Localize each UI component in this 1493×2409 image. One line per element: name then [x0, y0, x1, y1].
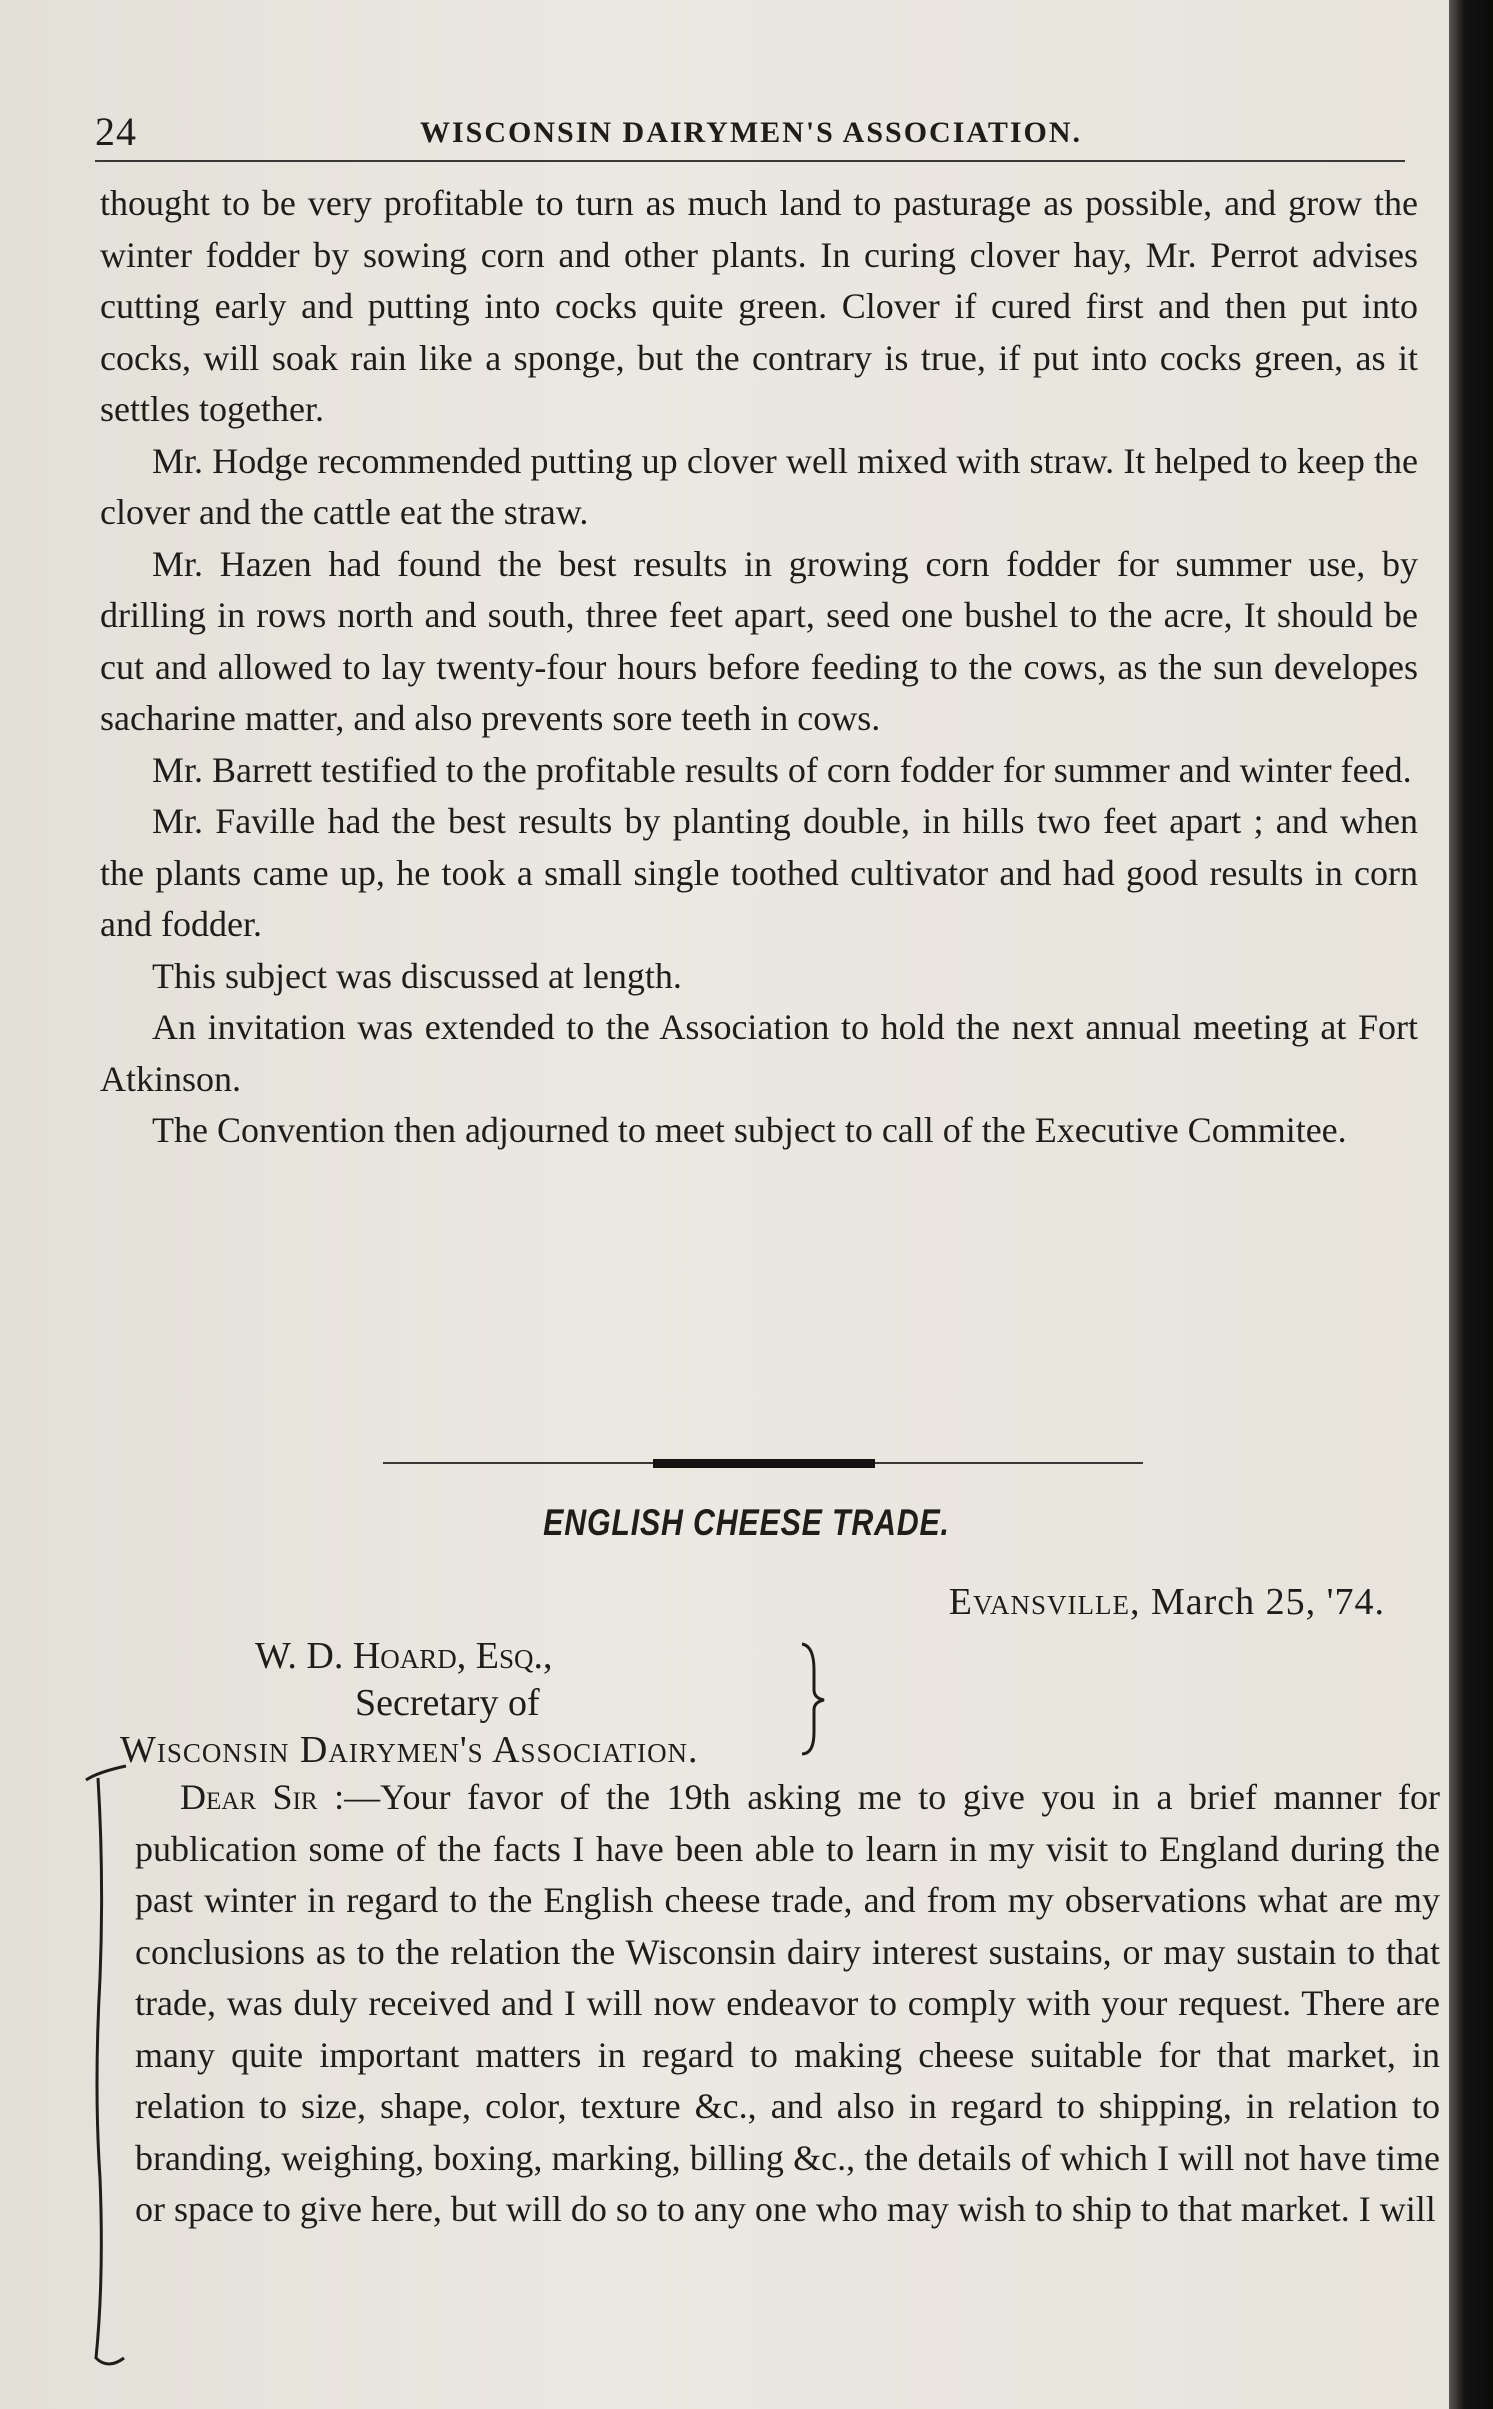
letter-address-block	[120, 1633, 840, 1774]
letter-text: :—Your favor of the 19th asking me to give you in a brief manner for publication some of the facts I have been able to learn in my visit to England during the past winter in regard to the English cheese trade, and from my observations what are my conclusions as to the relation the Wisconsin dairy interest sustains, or may sustain to that trade, was duly received and I will now endeavor to comply with your request. There are many quite important matters in regard to making cheese suitable for that market, in relation to size, shape, color, texture &c., and also in regard to shipping, in relation to branding, weighing, boxing, marking, billing &c., the details of which I will not have time or space to give here, but will do so to any one who may wish to ship to that market. I will	[135, 1777, 1441, 2229]
paragraph: Mr. Hodge recommended putting up clover well mixed with straw. It helped to keep the clover and the cattle eat the straw.	[100, 440, 1418, 532]
addressee-name: W. D. Hoard, Esq.,	[255, 1635, 553, 1677]
section-divider-bar	[653, 1459, 875, 1468]
meeting-minutes	[100, 178, 1418, 1157]
paragraph: The Convention then adjourned to meet subject to call of the Executive Commitee.	[152, 1110, 1347, 1150]
address-brace	[798, 1640, 828, 1758]
paragraph: This subject was discussed at length.	[152, 955, 682, 996]
page-number: 24	[95, 109, 137, 154]
dateline-place: Evansville,	[948, 1581, 1141, 1623]
letter-dateline	[949, 1580, 1385, 1624]
dateline-date: March 25, '74.	[1150, 1581, 1385, 1623]
addressee-role: Secretary of	[355, 1682, 540, 1724]
section-title: ENGLISH CHEESE TRADE.	[543, 1502, 950, 1543]
book-spine-shadow	[1449, 0, 1493, 2409]
page-header	[95, 108, 1405, 162]
letter-paragraph	[135, 1772, 1440, 2236]
handwritten-margin-bracket	[78, 1758, 138, 2388]
paragraph: Mr. Barrett testified to the profitable results of corn fodder for summer and winter feed.	[152, 749, 1412, 790]
paragraph: Mr. Hazen had found the best results in growing corn fodder for summer use, by drilling in rows north and south, three feet apart, seed one bushel to the acre, It should be cut and allowed to lay twenty-four hours before feeding to the cows, as the sun developes sacharine matter, and also prevents sore teeth in cows.	[100, 543, 1418, 738]
paragraph: Mr. Faville had the best results by planting double, in hills two feet apart ; and when the plants came up, he took a small single toothed cultivator and had good results in corn and fodder.	[100, 801, 1418, 944]
paragraph: An invitation was extended to the Association to hold the next annual meeting at Fort Atkinson.	[100, 1007, 1418, 1099]
letter-salutation: Dear Sir	[180, 1777, 318, 1817]
paragraph: thought to be very profitable to turn as much land to pasturage as possible, and grow the winter fodder by sowing corn and other plants. In curing clover hay, Mr. Perrot advises cutting early and putting into cocks quite green. Clover if cured first and then put into cocks, will soak rain like a sponge, but the contrary is true, if put into cocks green, as it settles together.	[100, 183, 1418, 429]
header-rule	[95, 160, 1405, 162]
addressee-organization: Wisconsin Dairymen's Association.	[120, 1729, 699, 1771]
letter-body	[135, 1772, 1440, 2236]
running-head: WISCONSIN DAIRYMEN'S ASSOCIATION.	[420, 116, 1083, 149]
